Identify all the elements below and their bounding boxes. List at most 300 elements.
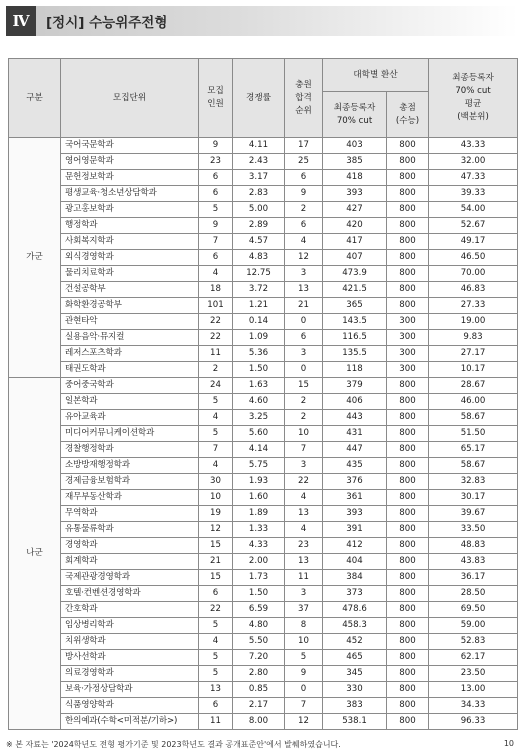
rank-cell: 6: [285, 330, 323, 346]
cut-cell: 447: [323, 442, 387, 458]
total-cell: 800: [387, 234, 429, 250]
pct-cell: 43.33: [429, 138, 518, 154]
unit-cell: 치위생학과: [61, 634, 199, 650]
competition-cell: 7.20: [233, 650, 285, 666]
section-header: [6, 6, 518, 36]
cut-cell: 458.3: [323, 618, 387, 634]
unit-cell: 문헌정보학과: [61, 170, 199, 186]
quota-cell: 22: [199, 330, 233, 346]
competition-cell: 1.89: [233, 506, 285, 522]
header-conv-total-line2: (수능): [395, 115, 420, 126]
competition-cell: 5.00: [233, 202, 285, 218]
cut-cell: 361: [323, 490, 387, 506]
cut-cell: 391: [323, 522, 387, 538]
table-row: [9, 682, 518, 698]
quota-cell: 2: [199, 362, 233, 378]
unit-cell: 실용음악·뮤지컬: [61, 330, 199, 346]
rank-cell: 17: [285, 138, 323, 154]
rank-cell: 12: [285, 714, 323, 730]
header-rank: [285, 59, 323, 138]
quota-cell: 6: [199, 186, 233, 202]
total-cell: 800: [387, 682, 429, 698]
competition-cell: 12.75: [233, 266, 285, 282]
cut-cell: 431: [323, 426, 387, 442]
unit-cell: 외식경영학과: [61, 250, 199, 266]
table-row: [9, 554, 518, 570]
quota-cell: 4: [199, 266, 233, 282]
unit-cell: 물리치료학과: [61, 266, 199, 282]
table-row: [9, 362, 518, 378]
quota-cell: 6: [199, 250, 233, 266]
pct-cell: 9.83: [429, 330, 518, 346]
cut-cell: 393: [323, 186, 387, 202]
rank-cell: 4: [285, 234, 323, 250]
quota-cell: 5: [199, 650, 233, 666]
competition-cell: 2.80: [233, 666, 285, 682]
rank-cell: 13: [285, 554, 323, 570]
competition-cell: 1.60: [233, 490, 285, 506]
unit-cell: 중어중국학과: [61, 378, 199, 394]
table-row: [9, 314, 518, 330]
cut-cell: 435: [323, 458, 387, 474]
competition-cell: 2.89: [233, 218, 285, 234]
total-cell: 800: [387, 490, 429, 506]
table-body: [9, 138, 518, 730]
competition-cell: 4.11: [233, 138, 285, 154]
quota-cell: 11: [199, 346, 233, 362]
table-row: [9, 266, 518, 282]
pct-cell: 52.83: [429, 634, 518, 650]
unit-cell: 유통물류학과: [61, 522, 199, 538]
quota-cell: 9: [199, 218, 233, 234]
total-cell: 800: [387, 586, 429, 602]
competition-cell: 4.80: [233, 618, 285, 634]
table-row: [9, 186, 518, 202]
footnote: ※ 본 자료는 '2024학년도 전형 평가기준 및 2023학년도 결과 공개표준안'에서 발췌하였습니다.: [6, 740, 341, 749]
pct-cell: 54.00: [429, 202, 518, 218]
competition-cell: 3.72: [233, 282, 285, 298]
table-row: [9, 234, 518, 250]
competition-cell: 4.14: [233, 442, 285, 458]
total-cell: 800: [387, 442, 429, 458]
cut-cell: 379: [323, 378, 387, 394]
unit-cell: 평생교육·청소년상담학과: [61, 186, 199, 202]
rank-cell: 13: [285, 282, 323, 298]
unit-cell: 행정학과: [61, 218, 199, 234]
quota-cell: 4: [199, 634, 233, 650]
rank-cell: 3: [285, 266, 323, 282]
cut-cell: 384: [323, 570, 387, 586]
cut-cell: 393: [323, 506, 387, 522]
cut-cell: 143.5: [323, 314, 387, 330]
quota-cell: 24: [199, 378, 233, 394]
total-cell: 800: [387, 698, 429, 714]
total-cell: 800: [387, 154, 429, 170]
rank-cell: 22: [285, 474, 323, 490]
competition-cell: 1.50: [233, 586, 285, 602]
page-number: 10: [503, 739, 514, 748]
cut-cell: 403: [323, 138, 387, 154]
table-row: [9, 538, 518, 554]
unit-cell: 방사선학과: [61, 650, 199, 666]
pct-cell: 51.50: [429, 426, 518, 442]
total-cell: 800: [387, 650, 429, 666]
pct-cell: 28.67: [429, 378, 518, 394]
quota-cell: 6: [199, 586, 233, 602]
total-cell: 800: [387, 602, 429, 618]
table-row: [9, 698, 518, 714]
unit-cell: 무역학과: [61, 506, 199, 522]
table-row: [9, 458, 518, 474]
group-label: 나군: [9, 378, 61, 730]
table-row: [9, 618, 518, 634]
cut-cell: 135.5: [323, 346, 387, 362]
quota-cell: 5: [199, 202, 233, 218]
header-quota: [199, 59, 233, 138]
unit-cell: 미디어커뮤니케이션학과: [61, 426, 199, 442]
total-cell: 300: [387, 330, 429, 346]
competition-cell: 5.60: [233, 426, 285, 442]
table-row: [9, 202, 518, 218]
header-conversion: 대학별 환산: [323, 59, 429, 92]
header-rank-line3: 순위: [295, 105, 312, 116]
quota-cell: 23: [199, 154, 233, 170]
unit-cell: 관현타악: [61, 314, 199, 330]
total-cell: 300: [387, 314, 429, 330]
total-cell: 800: [387, 410, 429, 426]
cut-cell: 118: [323, 362, 387, 378]
competition-cell: 1.09: [233, 330, 285, 346]
rank-cell: 0: [285, 362, 323, 378]
quota-cell: 11: [199, 714, 233, 730]
pct-cell: 13.00: [429, 682, 518, 698]
rank-cell: 6: [285, 170, 323, 186]
competition-cell: 1.50: [233, 362, 285, 378]
table-row: [9, 394, 518, 410]
total-cell: 800: [387, 282, 429, 298]
table-row: [9, 218, 518, 234]
table-row: [9, 602, 518, 618]
pct-cell: 30.17: [429, 490, 518, 506]
cut-cell: 330: [323, 682, 387, 698]
cut-cell: 465: [323, 650, 387, 666]
unit-cell: 재무부동산학과: [61, 490, 199, 506]
pct-cell: 59.00: [429, 618, 518, 634]
total-cell: 800: [387, 506, 429, 522]
total-cell: 300: [387, 362, 429, 378]
pct-cell: 58.67: [429, 458, 518, 474]
quota-cell: 30: [199, 474, 233, 490]
rank-cell: 6: [285, 218, 323, 234]
rank-cell: 5: [285, 650, 323, 666]
quota-cell: 7: [199, 442, 233, 458]
header-conv-cut-line2: 70% cut: [336, 115, 373, 126]
table-row: [9, 586, 518, 602]
rank-cell: 2: [285, 410, 323, 426]
pct-cell: 36.17: [429, 570, 518, 586]
cut-cell: 427: [323, 202, 387, 218]
quota-cell: 5: [199, 666, 233, 682]
table-row: [9, 506, 518, 522]
header-final-line1: 최종등록자: [452, 73, 494, 83]
pct-cell: 32.83: [429, 474, 518, 490]
admission-results-table: [8, 58, 518, 730]
quota-cell: 5: [199, 426, 233, 442]
rank-cell: 9: [285, 186, 323, 202]
total-cell: 800: [387, 570, 429, 586]
cut-cell: 412: [323, 538, 387, 554]
table-row: [9, 298, 518, 314]
unit-cell: 간호학과: [61, 602, 199, 618]
competition-cell: 1.93: [233, 474, 285, 490]
quota-cell: 5: [199, 618, 233, 634]
header-rank-line2: 합격: [295, 92, 312, 103]
competition-cell: 1.21: [233, 298, 285, 314]
table-row: [9, 170, 518, 186]
competition-cell: 6.59: [233, 602, 285, 618]
cut-cell: 418: [323, 170, 387, 186]
table-row: [9, 570, 518, 586]
rank-cell: 4: [285, 522, 323, 538]
total-cell: 800: [387, 186, 429, 202]
pct-cell: 34.33: [429, 698, 518, 714]
header-final-line2: 70% cut: [455, 86, 491, 96]
rank-cell: 15: [285, 378, 323, 394]
competition-cell: 4.60: [233, 394, 285, 410]
cut-cell: 376: [323, 474, 387, 490]
table-row: [9, 250, 518, 266]
quota-cell: 21: [199, 554, 233, 570]
competition-cell: 4.33: [233, 538, 285, 554]
pct-cell: 19.00: [429, 314, 518, 330]
table-row: [9, 410, 518, 426]
competition-cell: 2.17: [233, 698, 285, 714]
table-row: [9, 634, 518, 650]
header-quota-line2: 인원: [207, 99, 224, 109]
quota-cell: 13: [199, 682, 233, 698]
total-cell: 800: [387, 426, 429, 442]
cut-cell: 404: [323, 554, 387, 570]
quota-cell: 18: [199, 282, 233, 298]
pct-cell: 32.00: [429, 154, 518, 170]
header-conv-cut: [323, 92, 387, 138]
quota-cell: 4: [199, 458, 233, 474]
pct-cell: 58.67: [429, 410, 518, 426]
unit-cell: 건설공학부: [61, 282, 199, 298]
group-label: 가군: [9, 138, 61, 378]
header-competition: 경쟁률: [233, 59, 285, 138]
competition-cell: 2.83: [233, 186, 285, 202]
total-cell: 800: [387, 138, 429, 154]
table-row: [9, 282, 518, 298]
cut-cell: 385: [323, 154, 387, 170]
unit-cell: 태권도학과: [61, 362, 199, 378]
section-title: [정시] 수능위주전형: [46, 15, 168, 31]
competition-cell: 1.33: [233, 522, 285, 538]
unit-cell: 레저스포츠학과: [61, 346, 199, 362]
quota-cell: 5: [199, 394, 233, 410]
rank-cell: 21: [285, 298, 323, 314]
quota-cell: 10: [199, 490, 233, 506]
pct-cell: 62.17: [429, 650, 518, 666]
competition-cell: 5.36: [233, 346, 285, 362]
quota-cell: 9: [199, 138, 233, 154]
pct-cell: 43.83: [429, 554, 518, 570]
table-row: [9, 442, 518, 458]
pct-cell: 46.00: [429, 394, 518, 410]
header-final: [429, 59, 518, 138]
rank-cell: 25: [285, 154, 323, 170]
pct-cell: 48.83: [429, 538, 518, 554]
rank-cell: 3: [285, 458, 323, 474]
cut-cell: 452: [323, 634, 387, 650]
unit-cell: 회계학과: [61, 554, 199, 570]
total-cell: 800: [387, 714, 429, 730]
rank-cell: 13: [285, 506, 323, 522]
unit-cell: 사회복지학과: [61, 234, 199, 250]
quota-cell: 7: [199, 234, 233, 250]
rank-cell: 2: [285, 202, 323, 218]
cut-cell: 345: [323, 666, 387, 682]
cut-cell: 538.1: [323, 714, 387, 730]
quota-cell: 15: [199, 538, 233, 554]
quota-cell: 6: [199, 698, 233, 714]
unit-cell: 경영학과: [61, 538, 199, 554]
unit-cell: 경찰행정학과: [61, 442, 199, 458]
header-final-line3: 평균: [464, 99, 482, 109]
competition-cell: 1.63: [233, 378, 285, 394]
quota-cell: 101: [199, 298, 233, 314]
total-cell: 800: [387, 378, 429, 394]
unit-cell: 화학환경공학부: [61, 298, 199, 314]
competition-cell: 2.43: [233, 154, 285, 170]
total-cell: 800: [387, 634, 429, 650]
total-cell: 800: [387, 298, 429, 314]
total-cell: 800: [387, 394, 429, 410]
table-row: [9, 474, 518, 490]
table-row: [9, 154, 518, 170]
competition-cell: 1.73: [233, 570, 285, 586]
cut-cell: 407: [323, 250, 387, 266]
table-row: [9, 490, 518, 506]
unit-cell: 소방방재행정학과: [61, 458, 199, 474]
pct-cell: 70.00: [429, 266, 518, 282]
competition-cell: 8.00: [233, 714, 285, 730]
header-unit: 모집단위: [61, 59, 199, 138]
rank-cell: 0: [285, 682, 323, 698]
cut-cell: 365: [323, 298, 387, 314]
header-conv-total-line1: 총점: [399, 102, 416, 113]
rank-cell: 7: [285, 442, 323, 458]
table-row: [9, 522, 518, 538]
competition-cell: 0.85: [233, 682, 285, 698]
table-row: [9, 426, 518, 442]
table-row: [9, 714, 518, 730]
quota-cell: 4: [199, 410, 233, 426]
quota-cell: 22: [199, 602, 233, 618]
table-row: [9, 138, 518, 154]
table-row: [9, 378, 518, 394]
total-cell: 800: [387, 170, 429, 186]
quota-cell: 22: [199, 314, 233, 330]
quota-cell: 12: [199, 522, 233, 538]
rank-cell: 3: [285, 346, 323, 362]
pct-cell: 23.50: [429, 666, 518, 682]
cut-cell: 417: [323, 234, 387, 250]
total-cell: 800: [387, 250, 429, 266]
header-conv-cut-line1: 최종등록자: [333, 102, 376, 113]
header-quota-line1: 모집: [207, 86, 224, 96]
total-cell: 800: [387, 202, 429, 218]
cut-cell: 116.5: [323, 330, 387, 346]
unit-cell: 광고홍보학과: [61, 202, 199, 218]
competition-cell: 2.00: [233, 554, 285, 570]
cut-cell: 383: [323, 698, 387, 714]
quota-cell: 19: [199, 506, 233, 522]
unit-cell: 임상병리학과: [61, 618, 199, 634]
table-row: [9, 346, 518, 362]
rank-cell: 9: [285, 666, 323, 682]
quota-cell: 15: [199, 570, 233, 586]
pct-cell: 33.50: [429, 522, 518, 538]
competition-cell: 3.25: [233, 410, 285, 426]
unit-cell: 국어국문학과: [61, 138, 199, 154]
rank-cell: 4: [285, 490, 323, 506]
pct-cell: 69.50: [429, 602, 518, 618]
cut-cell: 420: [323, 218, 387, 234]
pct-cell: 47.33: [429, 170, 518, 186]
pct-cell: 52.67: [429, 218, 518, 234]
competition-cell: 4.83: [233, 250, 285, 266]
pct-cell: 10.17: [429, 362, 518, 378]
total-cell: 800: [387, 266, 429, 282]
competition-cell: 5.50: [233, 634, 285, 650]
unit-cell: 호텔·컨벤션경영학과: [61, 586, 199, 602]
table-row: [9, 330, 518, 346]
cut-cell: 373: [323, 586, 387, 602]
competition-cell: 4.57: [233, 234, 285, 250]
unit-cell: 유아교육과: [61, 410, 199, 426]
total-cell: 800: [387, 458, 429, 474]
total-cell: 800: [387, 554, 429, 570]
total-cell: 800: [387, 618, 429, 634]
rank-cell: 3: [285, 586, 323, 602]
unit-cell: 일본학과: [61, 394, 199, 410]
rank-cell: 12: [285, 250, 323, 266]
competition-cell: 5.75: [233, 458, 285, 474]
rank-cell: 2: [285, 394, 323, 410]
unit-cell: 한의예과(수학<미적분/기하>): [61, 714, 199, 730]
pct-cell: 27.33: [429, 298, 518, 314]
unit-cell: 의료경영학과: [61, 666, 199, 682]
cut-cell: 443: [323, 410, 387, 426]
section-numeral: Ⅳ: [6, 6, 36, 36]
header-rank-line1: 충원: [295, 79, 312, 90]
rank-cell: 37: [285, 602, 323, 618]
pct-cell: 49.17: [429, 234, 518, 250]
unit-cell: 경제금융보험학과: [61, 474, 199, 490]
rank-cell: 10: [285, 634, 323, 650]
total-cell: 300: [387, 346, 429, 362]
rank-cell: 0: [285, 314, 323, 330]
total-cell: 800: [387, 522, 429, 538]
pct-cell: 28.50: [429, 586, 518, 602]
pct-cell: 46.83: [429, 282, 518, 298]
pct-cell: 65.17: [429, 442, 518, 458]
unit-cell: 보육·가정상담학과: [61, 682, 199, 698]
total-cell: 800: [387, 538, 429, 554]
unit-cell: 국제관광경영학과: [61, 570, 199, 586]
